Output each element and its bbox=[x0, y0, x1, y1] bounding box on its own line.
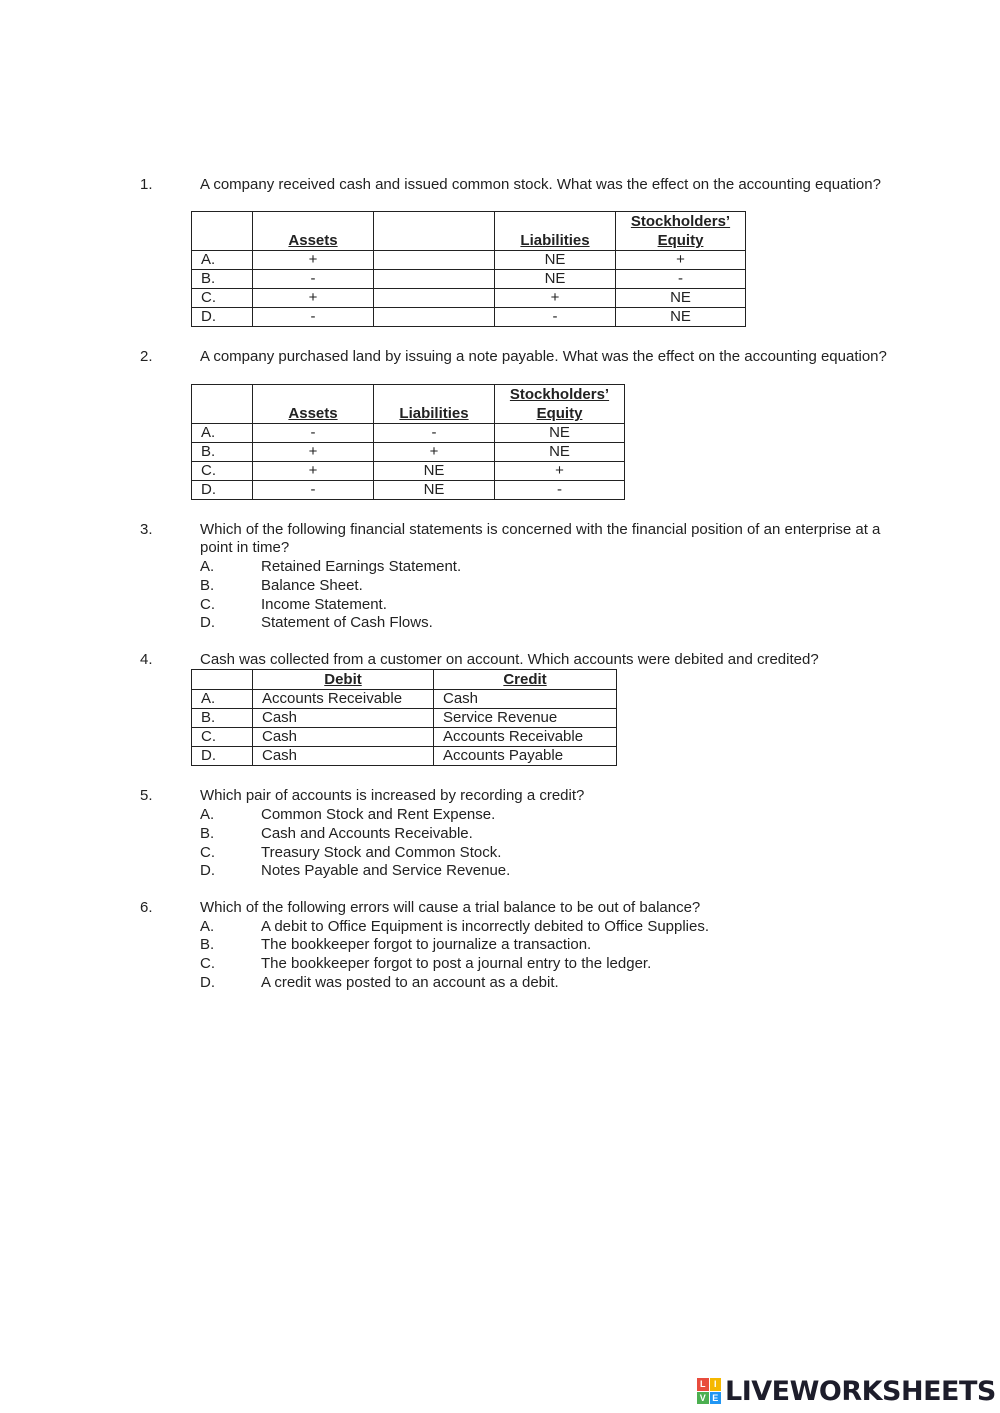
row-letter: A. bbox=[192, 690, 253, 709]
question-text: Which pair of accounts is increased by recording a credit? bbox=[200, 787, 585, 804]
cell: Cash bbox=[253, 728, 434, 747]
logo-mark-letter: I bbox=[710, 1378, 722, 1391]
question-number: 6. bbox=[140, 899, 153, 916]
answer-table-q1 bbox=[191, 211, 746, 327]
option-letter: A. bbox=[200, 806, 215, 823]
option-c[interactable] bbox=[200, 843, 501, 862]
cell bbox=[374, 270, 495, 289]
option-b[interactable] bbox=[200, 576, 363, 595]
row-letter: D. bbox=[192, 308, 253, 327]
table-row bbox=[192, 690, 617, 709]
cell: - bbox=[495, 481, 625, 500]
cell: - bbox=[253, 308, 374, 327]
logo-mark-letter: L bbox=[697, 1378, 709, 1391]
header-cell bbox=[192, 670, 253, 690]
option-letter: D. bbox=[200, 862, 215, 879]
cell: + bbox=[253, 251, 374, 270]
cell bbox=[374, 251, 495, 270]
option-text: Common Stock and Rent Expense. bbox=[261, 806, 496, 823]
cell: NE bbox=[495, 251, 616, 270]
row-letter: B. bbox=[192, 709, 253, 728]
table-row bbox=[192, 289, 746, 308]
header-cell: Liabilities bbox=[374, 385, 495, 424]
row-letter: A. bbox=[192, 251, 253, 270]
question-number: 3. bbox=[140, 521, 153, 538]
cell: + bbox=[253, 443, 374, 462]
option-letter: C. bbox=[200, 955, 215, 972]
table-row bbox=[192, 747, 617, 766]
header-cell: Credit bbox=[434, 670, 617, 690]
row-letter: A. bbox=[192, 424, 253, 443]
header-cell bbox=[192, 385, 253, 424]
cell: + bbox=[616, 251, 746, 270]
cell: - bbox=[253, 270, 374, 289]
option-letter: A. bbox=[200, 558, 215, 575]
option-letter: C. bbox=[200, 844, 215, 861]
cell: NE bbox=[616, 289, 746, 308]
cell: - bbox=[616, 270, 746, 289]
option-d[interactable] bbox=[200, 861, 510, 880]
header-cell bbox=[374, 212, 495, 251]
row-letter: C. bbox=[192, 462, 253, 481]
option-text: A debit to Office Equipment is incorrectly debited to Office Supplies. bbox=[261, 918, 710, 935]
option-a[interactable] bbox=[200, 917, 709, 936]
cell: NE bbox=[495, 424, 625, 443]
cell: + bbox=[495, 462, 625, 481]
question-text: Which of the following errors will cause a trial balance to be out of balance? bbox=[200, 899, 701, 916]
cell: - bbox=[253, 424, 374, 443]
question-number: 5. bbox=[140, 787, 153, 804]
table-row bbox=[192, 443, 625, 462]
option-d[interactable] bbox=[200, 973, 559, 992]
option-text: Cash and Accounts Receivable. bbox=[261, 825, 473, 842]
row-letter: C. bbox=[192, 728, 253, 747]
cell: + bbox=[495, 289, 616, 308]
table-header-row bbox=[192, 212, 746, 251]
header-cell: Debit bbox=[253, 670, 434, 690]
table-row bbox=[192, 728, 617, 747]
cell: Cash bbox=[253, 747, 434, 766]
header-cell: Liabilities bbox=[495, 212, 616, 251]
question-text: Cash was collected from a customer on account. Which accounts were debited and credited? bbox=[200, 651, 819, 668]
cell: NE bbox=[374, 462, 495, 481]
table-header-row bbox=[192, 385, 625, 424]
question-text: Which of the following financial statements is concerned with the financial position of an enterprise at a point in time? bbox=[200, 521, 881, 556]
option-text: The bookkeeper forgot to post a journal entry to the ledger. bbox=[261, 955, 652, 972]
option-text: A credit was posted to an account as a debit. bbox=[261, 974, 559, 991]
row-letter: B. bbox=[192, 270, 253, 289]
option-b[interactable] bbox=[200, 824, 473, 843]
row-letter: B. bbox=[192, 443, 253, 462]
option-text: Notes Payable and Service Revenue. bbox=[261, 862, 511, 879]
cell bbox=[374, 289, 495, 308]
cell: - bbox=[374, 424, 495, 443]
option-text: The bookkeeper forgot to journalize a transaction. bbox=[261, 936, 592, 953]
logo-mark-letter: V bbox=[697, 1392, 709, 1405]
option-letter: D. bbox=[200, 974, 215, 991]
header-cell: Stockholders’ Equity bbox=[616, 212, 746, 251]
logo-mark-icon bbox=[697, 1378, 721, 1404]
table-row bbox=[192, 270, 746, 289]
cell: Accounts Receivable bbox=[434, 728, 617, 747]
option-letter: A. bbox=[200, 918, 215, 935]
option-text: Income Statement. bbox=[261, 596, 387, 613]
header-cell: Assets bbox=[253, 385, 374, 424]
logo-mark-letter: E bbox=[710, 1392, 722, 1405]
cell: NE bbox=[616, 308, 746, 327]
cell: + bbox=[253, 289, 374, 308]
cell: Cash bbox=[434, 690, 617, 709]
cell: - bbox=[495, 308, 616, 327]
question-text: A company received cash and issued common stock. What was the effect on the accounting equation? bbox=[200, 176, 881, 193]
table-row bbox=[192, 462, 625, 481]
header-cell bbox=[192, 212, 253, 251]
header-cell: Stockholders’ Equity bbox=[495, 385, 625, 424]
option-c[interactable] bbox=[200, 595, 387, 614]
question-text: A company purchased land by issuing a note payable. What was the effect on the accounting equation? bbox=[200, 348, 887, 365]
cell: - bbox=[253, 481, 374, 500]
question-number: 1. bbox=[140, 176, 153, 193]
cell: Service Revenue bbox=[434, 709, 617, 728]
table-row bbox=[192, 481, 625, 500]
answer-table-q4 bbox=[191, 669, 617, 766]
cell: Accounts Payable bbox=[434, 747, 617, 766]
answer-table-q2 bbox=[191, 384, 625, 500]
option-text: Treasury Stock and Common Stock. bbox=[261, 844, 502, 861]
cell: Cash bbox=[253, 709, 434, 728]
option-text: Balance Sheet. bbox=[261, 577, 363, 594]
row-letter: C. bbox=[192, 289, 253, 308]
cell bbox=[374, 308, 495, 327]
logo-text: LIVEWORKSHEETS bbox=[725, 1375, 996, 1407]
option-letter: C. bbox=[200, 596, 215, 613]
option-text: Statement of Cash Flows. bbox=[261, 614, 433, 631]
cell: NE bbox=[374, 481, 495, 500]
option-letter: B. bbox=[200, 825, 215, 842]
option-letter: D. bbox=[200, 614, 215, 631]
cell: + bbox=[374, 443, 495, 462]
option-text: Retained Earnings Statement. bbox=[261, 558, 462, 575]
question-number: 4. bbox=[140, 651, 153, 668]
cell: NE bbox=[495, 443, 625, 462]
cell: NE bbox=[495, 270, 616, 289]
table-row bbox=[192, 709, 617, 728]
option-a[interactable] bbox=[200, 805, 495, 824]
option-letter: B. bbox=[200, 577, 215, 594]
question-number: 2. bbox=[140, 348, 153, 365]
row-letter: D. bbox=[192, 481, 253, 500]
cell: + bbox=[253, 462, 374, 481]
header-cell: Assets bbox=[253, 212, 374, 251]
liveworksheets-logo bbox=[697, 1376, 996, 1406]
option-d[interactable] bbox=[200, 613, 433, 632]
option-b[interactable] bbox=[200, 935, 591, 954]
table-row bbox=[192, 424, 625, 443]
option-letter: B. bbox=[200, 936, 215, 953]
row-letter: D. bbox=[192, 747, 253, 766]
cell: Accounts Receivable bbox=[253, 690, 434, 709]
table-row bbox=[192, 251, 746, 270]
option-c[interactable] bbox=[200, 954, 651, 973]
option-a[interactable] bbox=[200, 557, 461, 576]
table-row bbox=[192, 308, 746, 327]
table-header-row bbox=[192, 670, 617, 690]
